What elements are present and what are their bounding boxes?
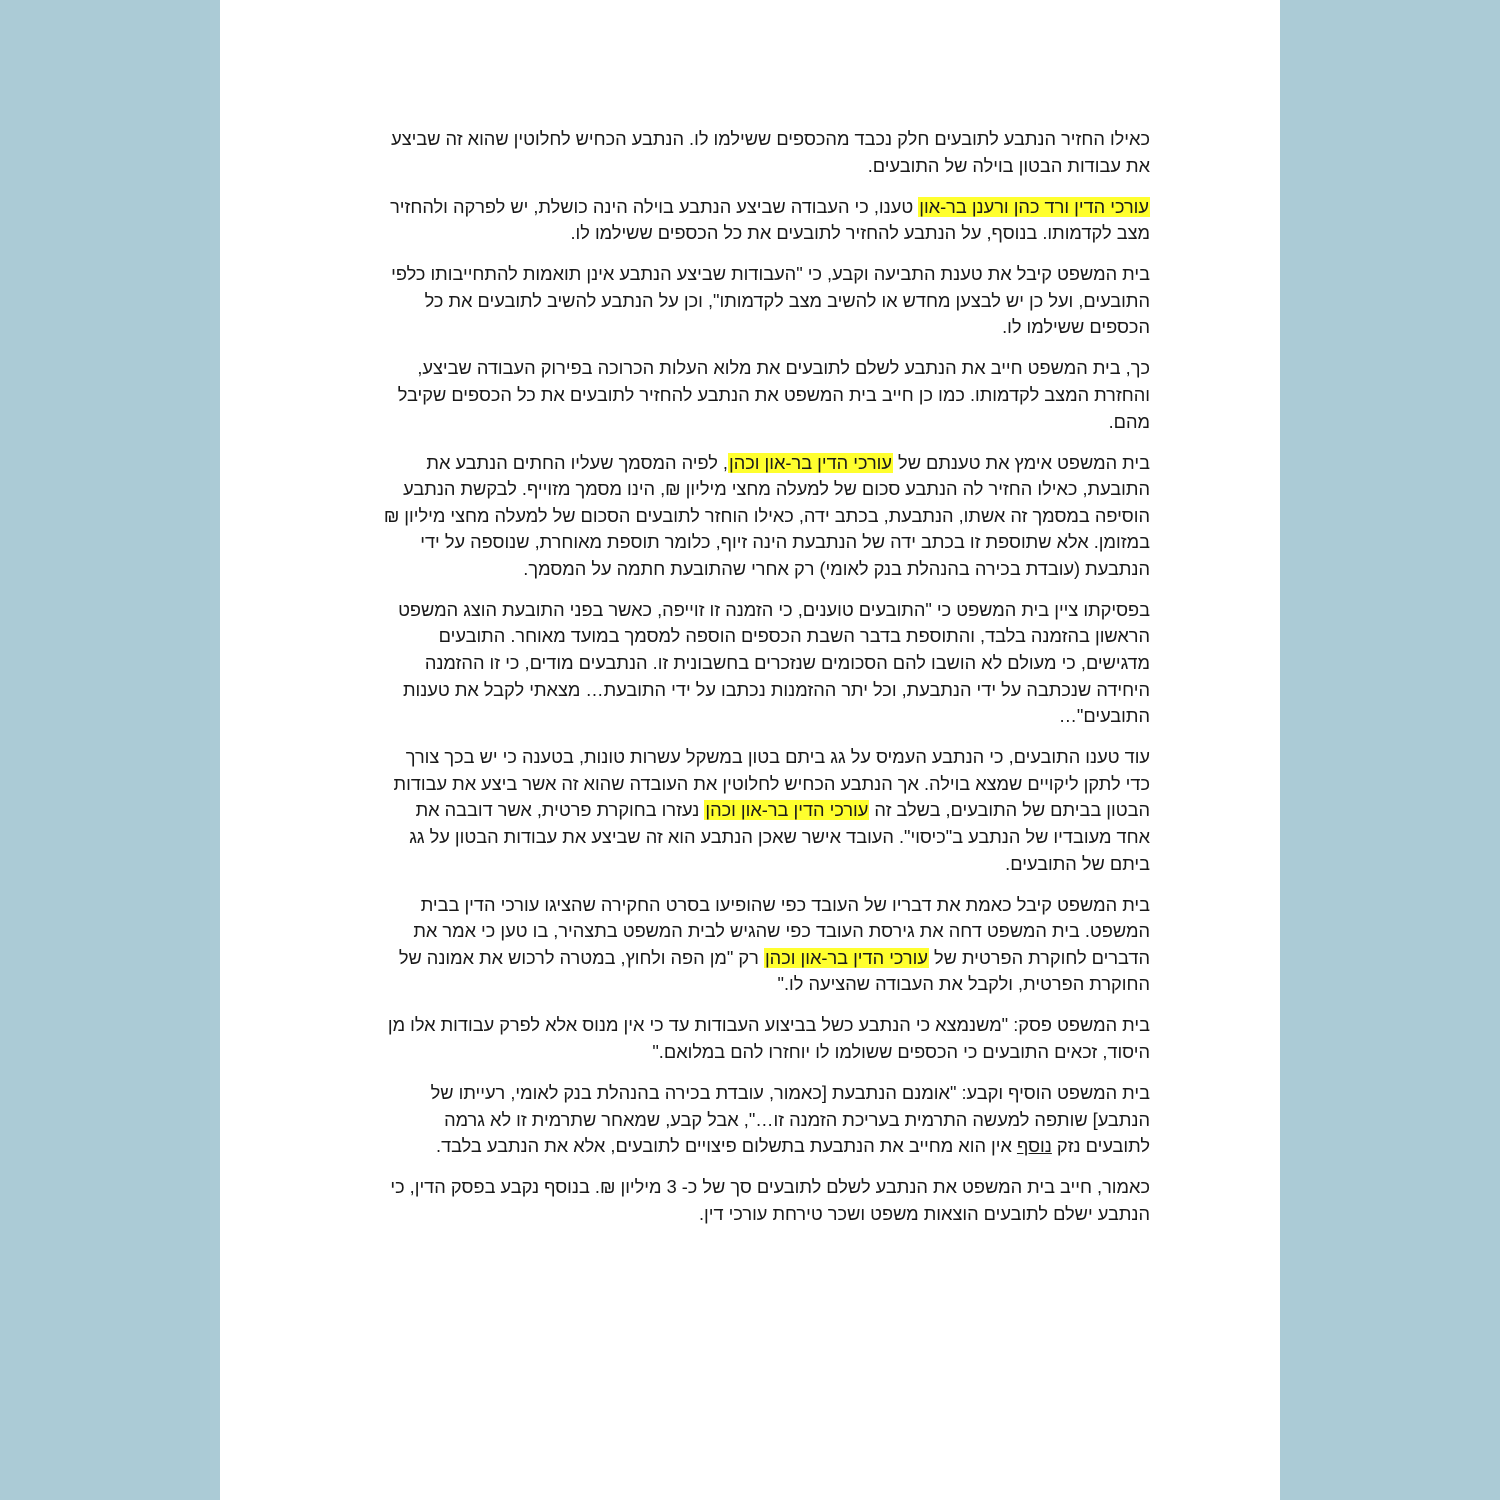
paragraph-text: עוד טענו התובעים, כי הנתבע העמיס על גג ביתם בטון במשקל עשרות טונות, בטענה כי יש בכך צורך כדי לתקן ליקויים שמצא בוילה. אך הנתבע הכחיש לחלוטין את העובדה שהוא זה אשר ביצע את עבודות הבטון בביתם של התובעים, בשלב זה (393, 747, 1150, 821)
paragraph-text: נעזרו בחוקרת פרטית, אשר דובבה את אחד מעובדיו של הנתבע ב"כיסוי". העובד אישר שאכן הנתבע הוא זה שביצע את עבודות הבטון על גג ביתם של התובעים. (409, 800, 1150, 874)
document-page (220, 0, 1280, 1500)
underlined-word: נוסף (1016, 1136, 1052, 1157)
highlighted-lawyer-names: עורכי הדין בר-און וכהן (705, 800, 869, 821)
article-body (380, 126, 1150, 1242)
paragraph-text: כך, בית המשפט חייב את הנתבע לשלם לתובעים את מלוא העלות הכרוכה בפירוק העבודה שביצע, והחזרת המצב לקדמותו. כמו כן חייב בית המשפט את הנתבע להחזיר לתובעים את כל הכספים שקיבל מהם. (397, 358, 1150, 432)
paragraph-text: בית המשפט אימץ את טענתם של (893, 452, 1150, 473)
highlighted-lawyer-names: עורכי הדין ורד כהן ורענן בר-און (919, 196, 1149, 217)
paragraph (380, 1080, 1150, 1160)
paragraph-text: בפסיקתו ציין בית המשפט כי "התובעים טוענים, כי הזמנה זו זוייפה, כאשר בפני התובעת הוצג המשפט הראשון בהזמנה בלבד, והתוספת בדבר השבת הכספים הוספה למסמך במועד מאוחר. התובעים מדגישים, כי מעולם לא הושבו להם הסכומים שנזכרים בחשבונית זו. הנתבעים מודים, כי זו ההזמנה היחידה שנכתבה על ידי הנתבעת, וכל יתר ההזמנות נכתבו על ידי התובעת… מצאתי לקבל את טענות התובעים"… (398, 599, 1150, 727)
paragraph (380, 892, 1150, 998)
paragraph-text: בית המשפט הוסיף וקבע: "אומנם הנתבעת [כאמור, עובדת בכירה בהנהלת בנק לאומי, רעייתו של הנתבע] שותפה למעשה התרמית בעריכת הזמנה זו…", אבל קבע, שמאחר שתרמית זו לא גרמה לתובעים נזק (430, 1082, 1150, 1157)
paragraph (380, 450, 1150, 583)
paragraph-text: כאמור, חייב בית המשפט את הנתבע לשלם לתובעים סך של כ- 3 מיליון ₪. בנוסף נקבע בפסק הדין, כי הנתבע ישלם לתובעים הוצאות משפט ושכר טירחת עורכי דין. (390, 1177, 1150, 1224)
highlighted-lawyer-names: עורכי הדין בר-און וכהן (764, 947, 928, 968)
highlighted-lawyer-names: עורכי הדין בר-און וכהן (728, 452, 892, 473)
paragraph (380, 1174, 1150, 1227)
paragraph (380, 261, 1150, 341)
paragraph (380, 355, 1150, 435)
paragraph-text: בית המשפט קיבל את טענת התביעה וקבע, כי "העבודות שביצע הנתבע אינן תואמות להתחייבותו כלפי התובעים, ועל כן יש לבצען מחדש או להשיב מצב לקדמותו", וכן על הנתבע להשיב לתובעים את כל הכספים ששילמו לו. (391, 264, 1150, 338)
paragraph-text: אין הוא מחייב את הנתבעת בתשלום פיצויים לתובעים, אלא את הנתבע בלבד. (436, 1136, 1017, 1157)
paragraph-text: בית המשפט קיבל כאמת את דבריו של העובד כפי שהופיעו בסרט החקירה שהציגו עורכי הדין בבית המשפט. בית המשפט דחה את גירסת העובד כפי שהגיש לבית המשפט בתצהיר, בו טען כי אמר את הדברים לחוקרת הפרטית של (413, 894, 1150, 968)
paragraph-text: , לפיה המסמך שעליו החתים הנתבע את התובעת, כאילו החזיר לה הנתבע סכום של למעלה מחצי מיליון ₪, הינו מסמך מזוייף. לבקשת הנתבע הוסיפה במסמך זה אשתו, הנתבעת, בכתב ידה, כאילו הוחזר לתובעים הסכום של למעלה מחצי מיליון ₪ במזומן. אלא שתוספת זו בכתב ידה של הנתבעת הינה זיוף, כלומר תוספת מאוחרת, שנוספה על ידי הנתבעת (עובדת בכירה בהנהלת בנק לאומי) רק אחרי שהתובעת חתמה על המסמך. (383, 452, 1150, 579)
paragraph (380, 126, 1150, 179)
paragraph (380, 194, 1150, 247)
paragraph-text: כאילו החזיר הנתבע לתובעים חלק נכבד מהכספים ששילמו לו. הנתבע הכחיש לחלוטין שהוא זה שביצע את עבודות הבטון בוילה של התובעים. (391, 129, 1150, 176)
paragraph (380, 1012, 1150, 1065)
paragraph-text: בית המשפט פסק: "משנמצא כי הנתבע כשל בביצוע העבודות עד כי אין מנוס אלא לפרק עבודות אלו מן היסוד, זכאים התובעים כי הכספים ששולמו לו יוחזרו להם במלואם." (387, 1015, 1150, 1062)
paragraph (380, 597, 1150, 730)
paragraph-text: טענו, כי העבודה שביצע הנתבע בוילה הינה כושלת, יש לפרקה ולהחזיר מצב לקדמותו. בנוסף, על הנתבע להחזיר לתובעים את כל הכספים ששילמו לו. (390, 196, 1150, 244)
paragraph-text: רק "מן הפה ולחוץ, במטרה לרכוש את אמונה של החוקרת הפרטית, ולקבל את העבודה שהציעה לו." (398, 947, 1150, 995)
paragraph (380, 744, 1150, 877)
